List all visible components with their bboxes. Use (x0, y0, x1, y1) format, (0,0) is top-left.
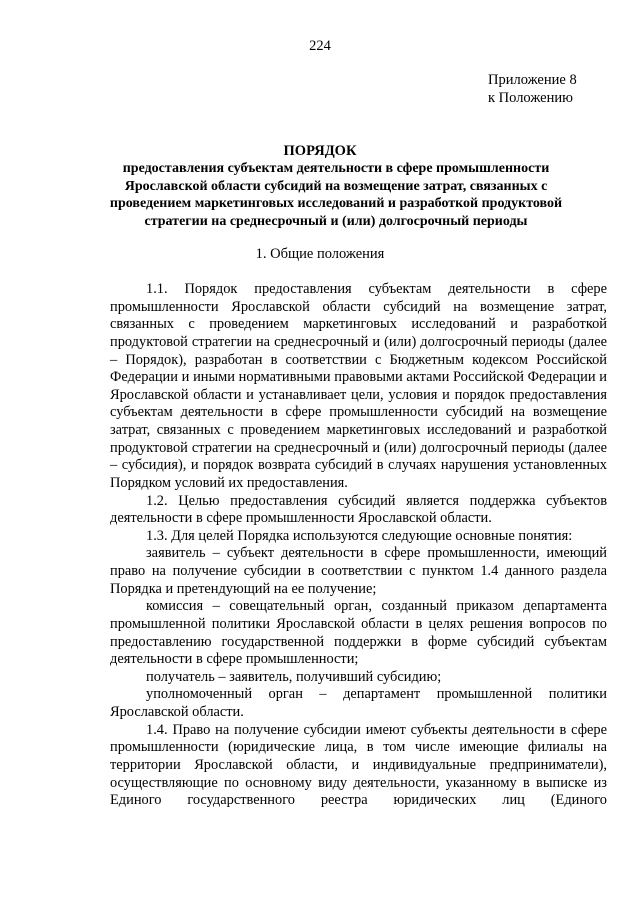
appendix-line-2: к Положению (488, 90, 573, 106)
paragraph: уполномоченный орган – департамент промышленной политики Ярославской области. (110, 686, 607, 720)
paragraph: 1.3. Для целей Порядка используются следующие основные понятия: (146, 527, 573, 544)
paragraph: 1.4. Право на получение субсидии имеют субъекты деятельности в сфере промышленности (юридические лица, в том числе имеющие филиалы на территории Ярославской области, и индивидуальные предприниматели), осуществляющие по основному виду деятельности, указанному в выписке из Единого государственного реестра юридических лиц (Единого (110, 721, 607, 809)
paragraph: 1.1. Порядок предоставления субъектам деятельности в сфере промышленности Ярославской области субсидий на возмещение затрат, связанных с проведением маркетинговых исследований и разработкой продуктовой стратегии на среднесрочный и (или) долгосрочный периоды (далее – Порядок), разработан в соответствии с Бюджетным кодексом Российской Федерации и иными нормативными правовыми актами Российской Федерации и Ярославской области и устанавливает цели, условия и порядок предоставления субъектам деятельности в сфере промышленности субсидий на возмещение затрат, связанных с проведением маркетинговых исследований и разработкой продуктовой стратегии на среднесрочный и (или) долгосрочный периоды (далее – субсидия), и порядок возврата субсидий в случаях нарушения установленных Порядком условий их предоставления. (110, 281, 607, 491)
appendix-line-1: Приложение 8 (488, 72, 577, 88)
document-title: ПОРЯДОК (283, 143, 357, 159)
document-subtitle: предоставления субъектам деятельности в сфере промышленности Ярославской области субсидий на возмещение затрат, связанных с проведением маркетинговых исследований и разработкой продуктовой стратегии на среднесрочный и (или) долгосрочный периоды (109, 161, 563, 229)
paragraph: комиссия – совещательный орган, созданный приказом департамента промышленной политики Ярославской области в целях решения вопросов по предоставлению государственной поддержки в форме субсидий субъектам деятельности в сфере промышленности; (110, 598, 607, 668)
document-body (110, 281, 607, 810)
section-heading: 1. Общие положения (255, 246, 385, 262)
appendix-note (488, 71, 577, 107)
paragraph: заявитель – субъект деятельности в сфере промышленности, имеющий право на получение субсидии в соответствии с пунктом 1.4 данного раздела Порядка и претендующий на ее получение; (110, 545, 607, 597)
paragraph: 1.2. Целью предоставления субсидий является поддержка субъектов деятельности в сфере промышленности Ярославской области. (110, 492, 607, 527)
page-number: 224 (309, 38, 331, 54)
paragraph: получатель – заявитель, получивший субсидию; (146, 668, 442, 685)
